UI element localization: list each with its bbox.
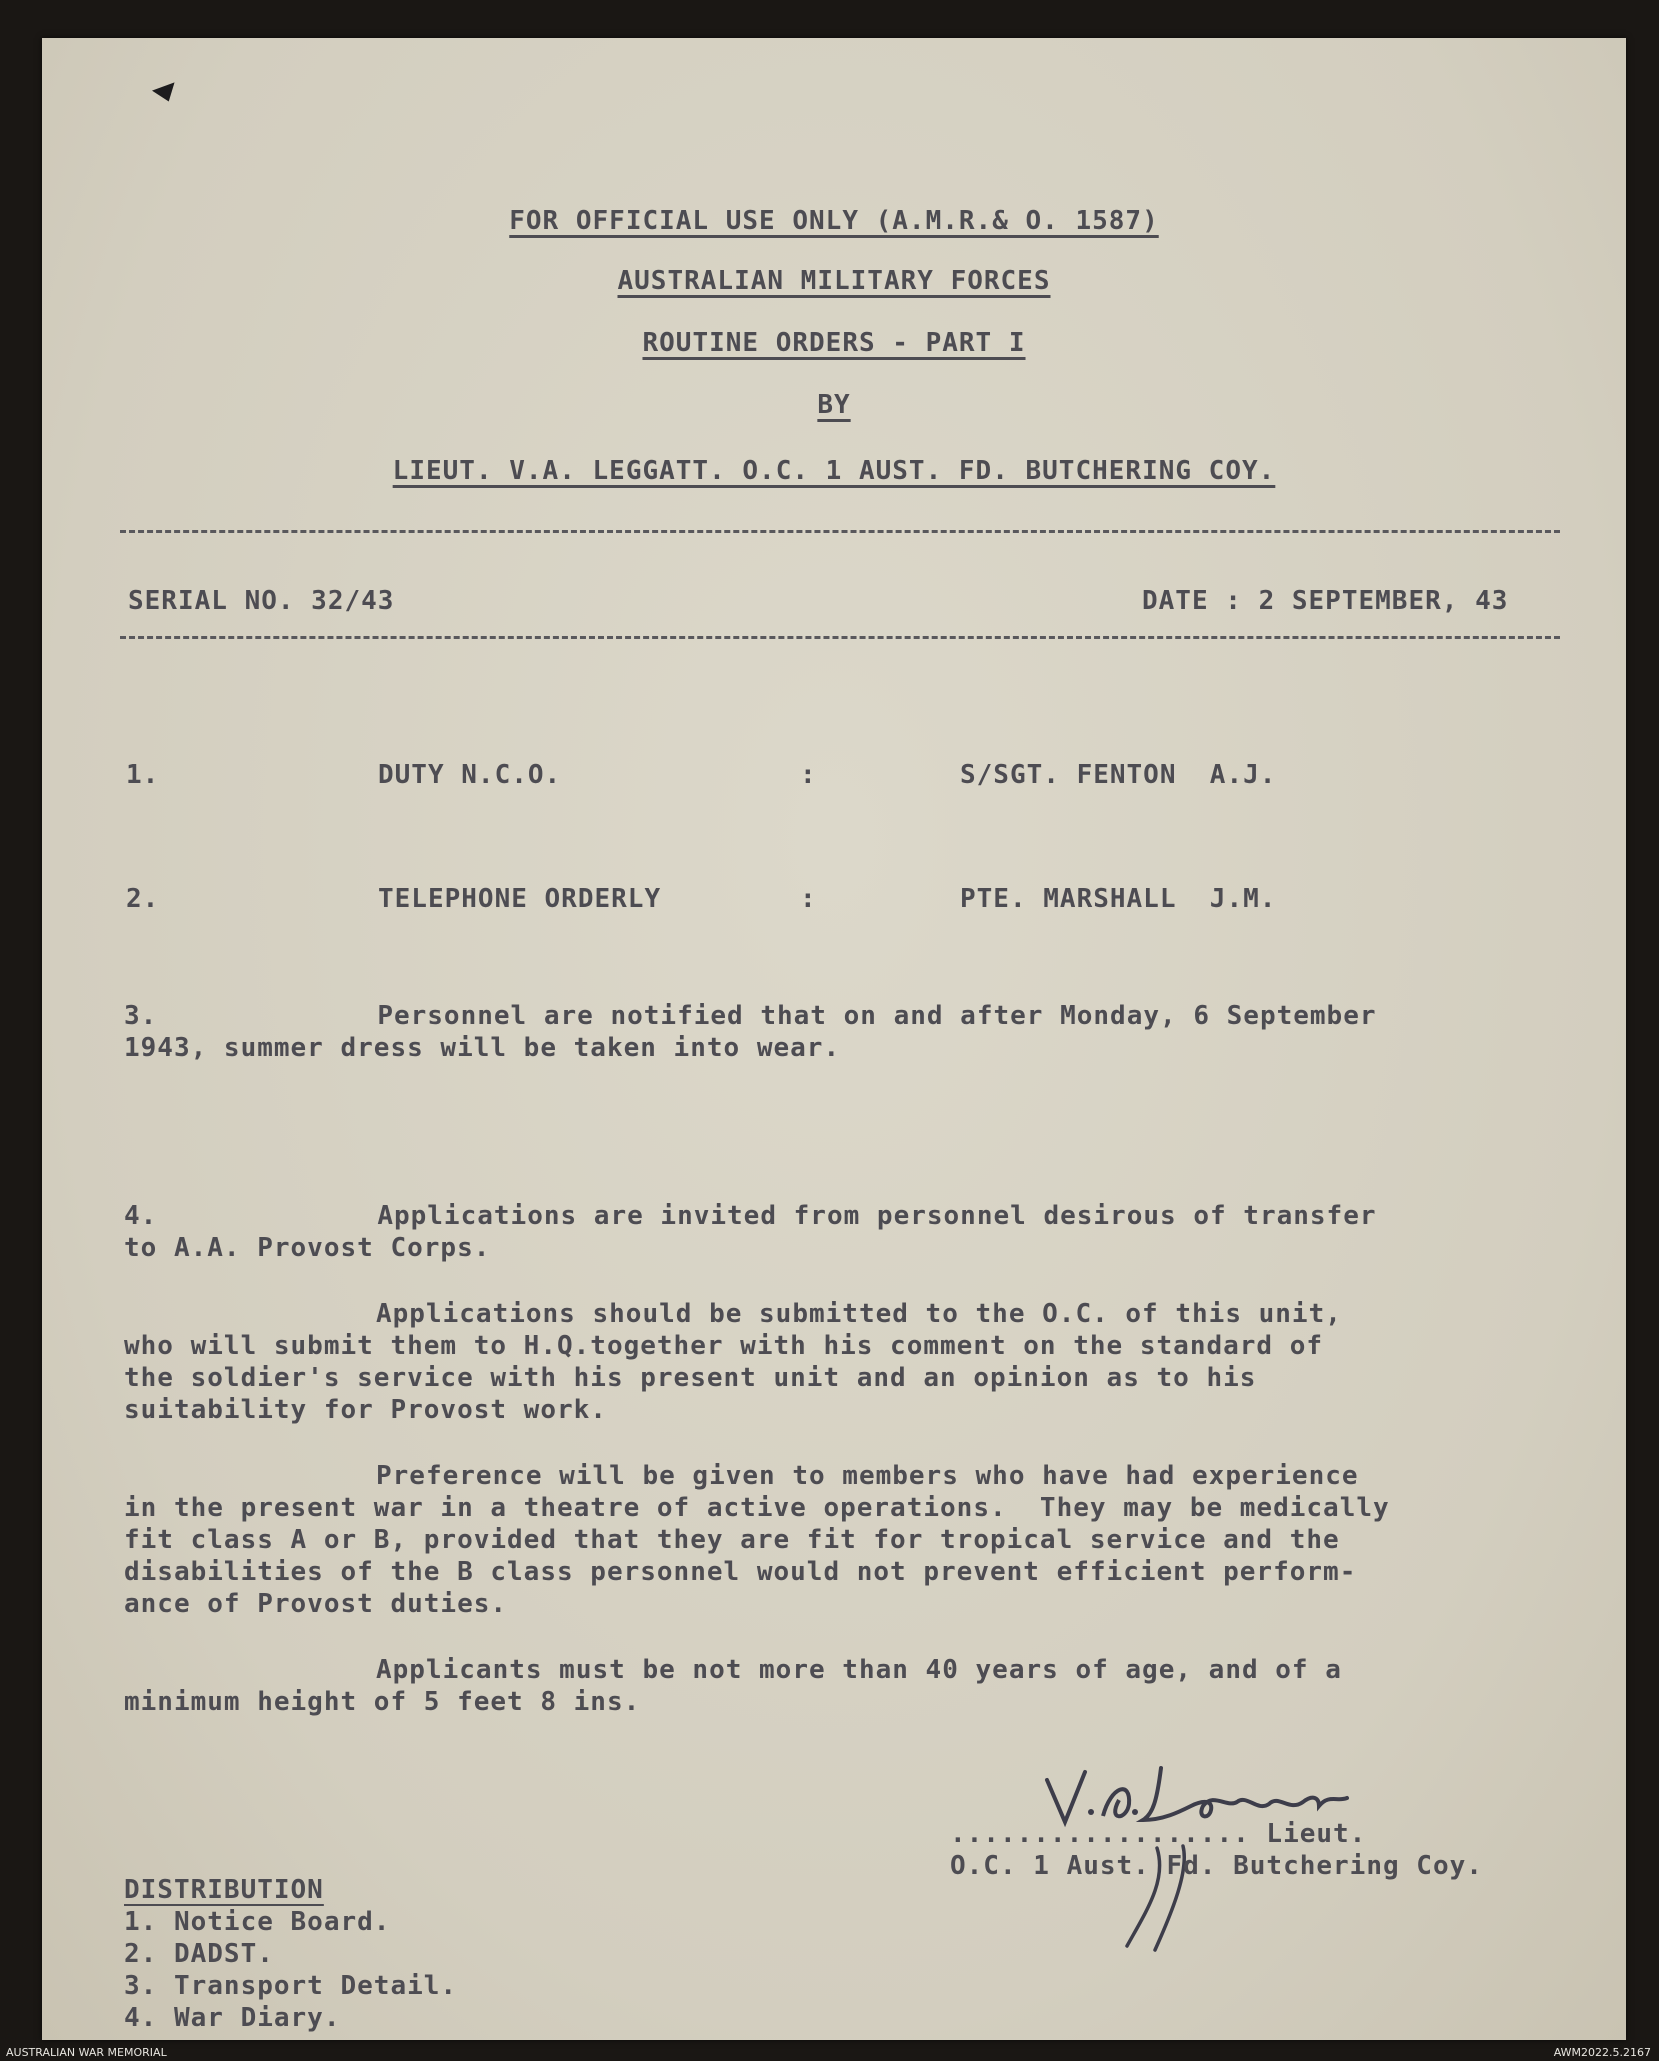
- order-value: PTE. MARSHALL J.M.: [960, 884, 1277, 914]
- order-separator: :: [800, 760, 817, 790]
- paragraph-line: the soldier's service with his present unit and an opinion as to his: [124, 1363, 1257, 1393]
- order-title: TELEPHONE ORDERLY: [378, 884, 662, 914]
- order-value: S/SGT. FENTON A.J.: [960, 760, 1277, 790]
- order-date: DATE : 2 SEPTEMBER, 43: [1142, 586, 1509, 616]
- paragraph-line: who will submit them to H.Q.together with his comment on the standard of: [124, 1331, 1324, 1361]
- paragraph-line: Preference will be given to members who have had experience: [376, 1461, 1359, 1491]
- signature-block: [950, 1818, 1483, 1882]
- corner-mark: [152, 82, 180, 105]
- paragraph-3: [124, 1000, 1377, 1064]
- paragraph-line: in the present war in a theatre of active operations. They may be medically: [124, 1493, 1390, 1523]
- order-number: 1.: [126, 760, 160, 790]
- paragraph-line: disabilities of the B class personnel would not prevent efficient perform-: [124, 1557, 1357, 1587]
- header-line-4: BY: [817, 390, 851, 420]
- paragraph-line: suitability for Provost work.: [124, 1395, 607, 1425]
- distribution-list: [124, 1874, 457, 2034]
- serial-number: SERIAL NO. 32/43: [128, 586, 395, 616]
- signature-line: .................. Lieut.: [950, 1819, 1367, 1849]
- header-line-1: FOR OFFICIAL USE ONLY (A.M.R.& O. 1587): [509, 206, 1159, 236]
- distribution-item: 1. Notice Board.: [124, 1907, 391, 1937]
- footer-credit: AUSTRALIAN WAR MEMORIAL: [6, 2046, 167, 2059]
- distribution-title: DISTRIBUTION: [124, 1875, 324, 1905]
- paragraph-number: 4.: [124, 1201, 158, 1231]
- footer-accession: AWM2022.5.2167: [1553, 2046, 1651, 2059]
- document-sheet: [42, 38, 1626, 2040]
- signature-title: O.C. 1 Aust. Fd. Butchering Coy.: [950, 1851, 1483, 1881]
- paragraph-line: Applications should be submitted to the O.C. of this unit,: [376, 1299, 1342, 1329]
- distribution-item: 4. War Diary.: [124, 2003, 341, 2033]
- paragraph-line: to A.A. Provost Corps.: [124, 1233, 491, 1263]
- paragraph-line: Applications are invited from personnel desirous of transfer: [377, 1201, 1377, 1231]
- paragraph-4: [124, 1200, 1390, 1718]
- distribution-item: 3. Transport Detail.: [124, 1971, 458, 2001]
- paragraph-line: fit class A or B, provided that they are fit for tropical service and the: [124, 1525, 1340, 1555]
- header-rule: [120, 530, 1560, 533]
- paragraph-line: Applicants must be not more than 40 years of age, and of a: [376, 1655, 1342, 1685]
- header-line-2: AUSTRALIAN MILITARY FORCES: [617, 266, 1051, 296]
- order-number: 2.: [126, 884, 160, 914]
- header-line-3: ROUTINE ORDERS - PART I: [642, 328, 1026, 358]
- paragraph-line: 1943, summer dress will be taken into wear.: [124, 1033, 841, 1063]
- paragraph-line: minimum height of 5 feet 8 ins.: [124, 1687, 641, 1717]
- header-line-5: LIEUT. V.A. LEGGATT. O.C. 1 AUST. FD. BUTCHERING COY.: [392, 456, 1276, 486]
- paragraph-line: Personnel are notified that on and after Monday, 6 September: [377, 1001, 1377, 1031]
- order-title: DUTY N.C.O.: [378, 760, 562, 790]
- order-separator: :: [800, 884, 817, 914]
- paragraph-line: ance of Provost duties.: [124, 1589, 508, 1619]
- paragraph-number: 3.: [124, 1001, 158, 1031]
- serial-rule: [120, 636, 1560, 639]
- distribution-item: 2. DADST.: [124, 1939, 274, 1969]
